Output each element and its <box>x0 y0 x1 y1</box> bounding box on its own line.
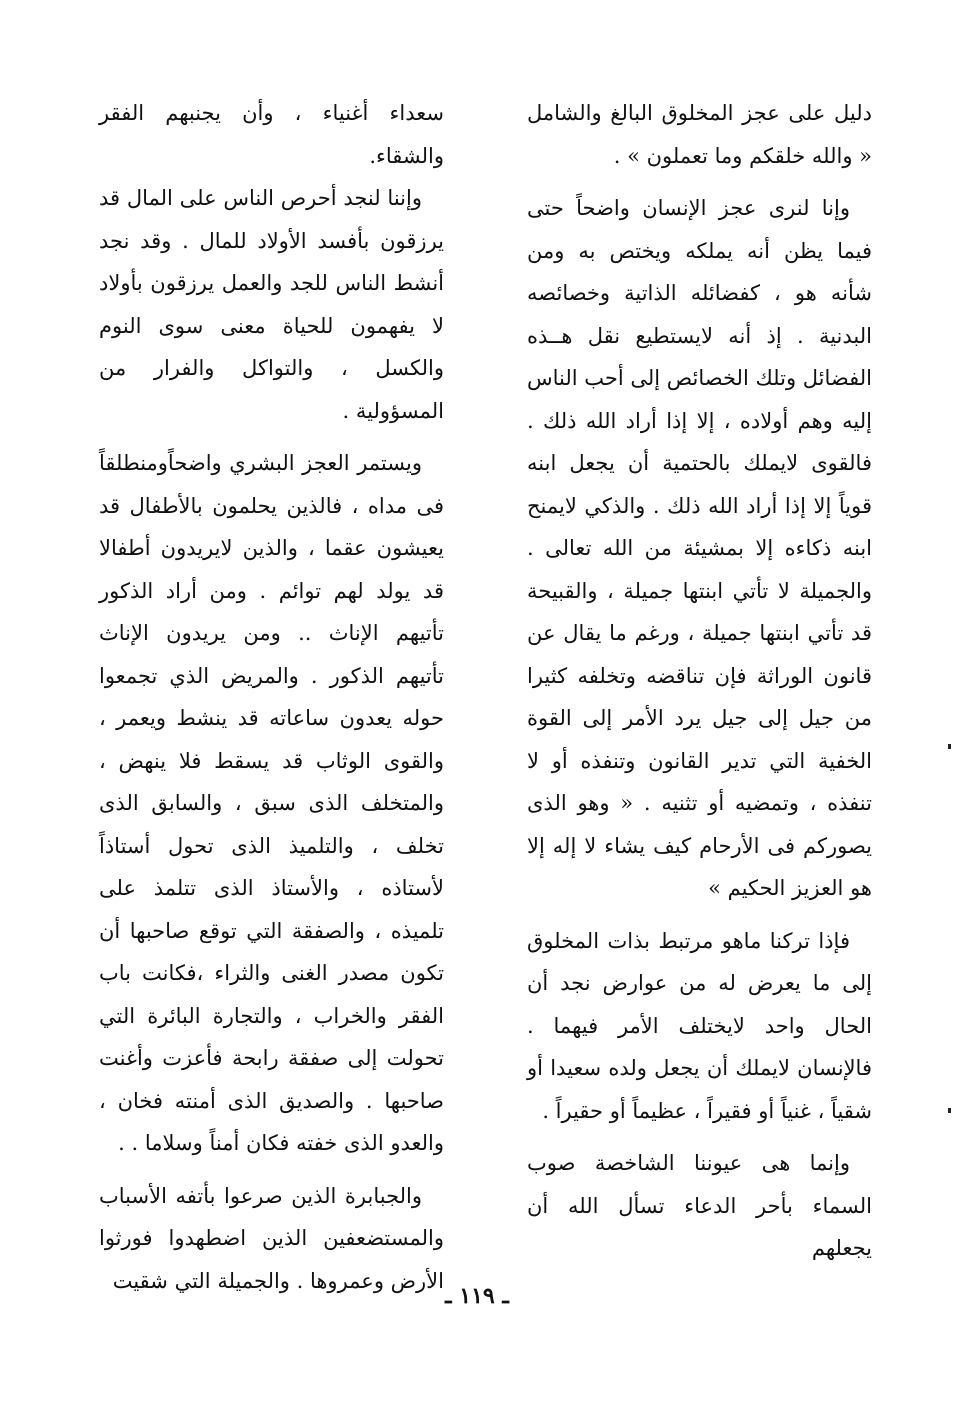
right-paragraph-4: وإنما هى عيوننا الشاخصة صوب السماء بأحر الدعاء تسأل الله أن يجعلهم <box>527 1151 872 1260</box>
left-paragraph-1: سعداء أغنياء ، وأن يجنبهم الفقر والشقاء. <box>99 101 444 168</box>
left-text-column <box>99 92 444 1302</box>
page-number: ـ ١١٩ ـ <box>445 1283 509 1309</box>
left-paragraph-4: والجبابرة الذين صرعوا بأتفه الأسباب والمستضعفين الذين اضطهدوا فورثوا الأرض وعمروها . والجميلة التي شقيت <box>99 1183 444 1293</box>
scan-edge-mark <box>948 744 951 749</box>
right-text-column <box>527 92 872 1270</box>
right-paragraph-1: دليل على عجز المخلوق البالغ والشامل « والله خلقكم وما تعملون » . <box>527 101 872 168</box>
right-paragraph-3: فإذا تركنا ماهو مرتبط بذات المخلوق إلى ما يعرض له من عوارض نجد أن الحال واحد لايختلف الأمر فيهما . فالإنسان لايملك أن يجعل ولده سعيدا أو شقياً ، غنياً أو فقيراً ، عظيماً أو حقيراً . <box>527 928 872 1123</box>
scan-edge-mark <box>948 1108 951 1113</box>
right-paragraph-2: وإنا لنرى عجز الإنسان واضحاً حتى فيما يظن أنه يملكه ويختص به ومن شأنه هو ، كفضائله الذاتية وخصائصه البدنية . إذ أنه لايستطيع نقل هــذه الفضائل وتلك الخصائص إلى أحب الناس إليه وهم أولاده ، إلا إذا أراد الله ذلك . فالقوى لايملك بالحتمية أن يجعل ابنه قوياً إلا إذا أراد الله ذلك . والذكي لايمنح ابنه ذكاءه إلا بمشيئة من الله تعالى . والجميلة لا تأتي ابنتها جميلة ، والقبيحة قد تأتي ابنتها جميلة ، ورغم ما يقال عن قانون الوراثة فإن تناقضه وتخلفه كثيرا من جيل إلى جيل يرد الأمر إلى القوة الخفية التي تدير القانون وتنفذه أو لا تنفذه ، وتمضيه أو تثنيه . « وهو الذى يصوركم فى الأرحام كيف يشاء لا إله إلا هو العزيز الحكيم » <box>527 196 872 900</box>
left-paragraph-2: وإننا لنجد أحرص الناس على المال قد يرزقون بأفسد الأولاد للمال . وقد نجد أنشط الناس للجد والعمل يرزقون بأولاد لا يفهمون للحياة معنى سوى النوم والكسل ، والتواكل والفرار من المسؤولية . <box>99 186 444 423</box>
left-paragraph-3: ويستمر العجز البشري واضحاًومنطلقاً فى مداه ، فالذين يحلمون بالأطفال قد يعيشون عقما ، والذين لايريدون أطفالا قد يولد لهم توائم . ومن أراد الذكور تأتيهم الإناث .. ومن يريدون الإناث تأتيهم الذكور . والمريض الذي تجمعوا حوله يعدون ساعاته قد ينشط ويعمر ، والقوى الوثاب قد يسقط فلا ينهض ، والمتخلف الذى سبق ، والسابق الذى تخلف ، والتلميذ الذى تحول أستاذاً لأستاذه ، والأستاذ الذى تتلمذ على تلميذه ، والصفقة التي توقع صاحبها أن تكون مصدر الغنى والثراء ،فكانت باب الفقر والخراب ، والتجارة البائرة التي تحولت إلى صفقة رابحة فأعزت وأغنت صاحبها . والصديق الذى أمنته فخان ، والعدو الذى خفته فكان أمناً وسلاما . . <box>99 451 444 1155</box>
